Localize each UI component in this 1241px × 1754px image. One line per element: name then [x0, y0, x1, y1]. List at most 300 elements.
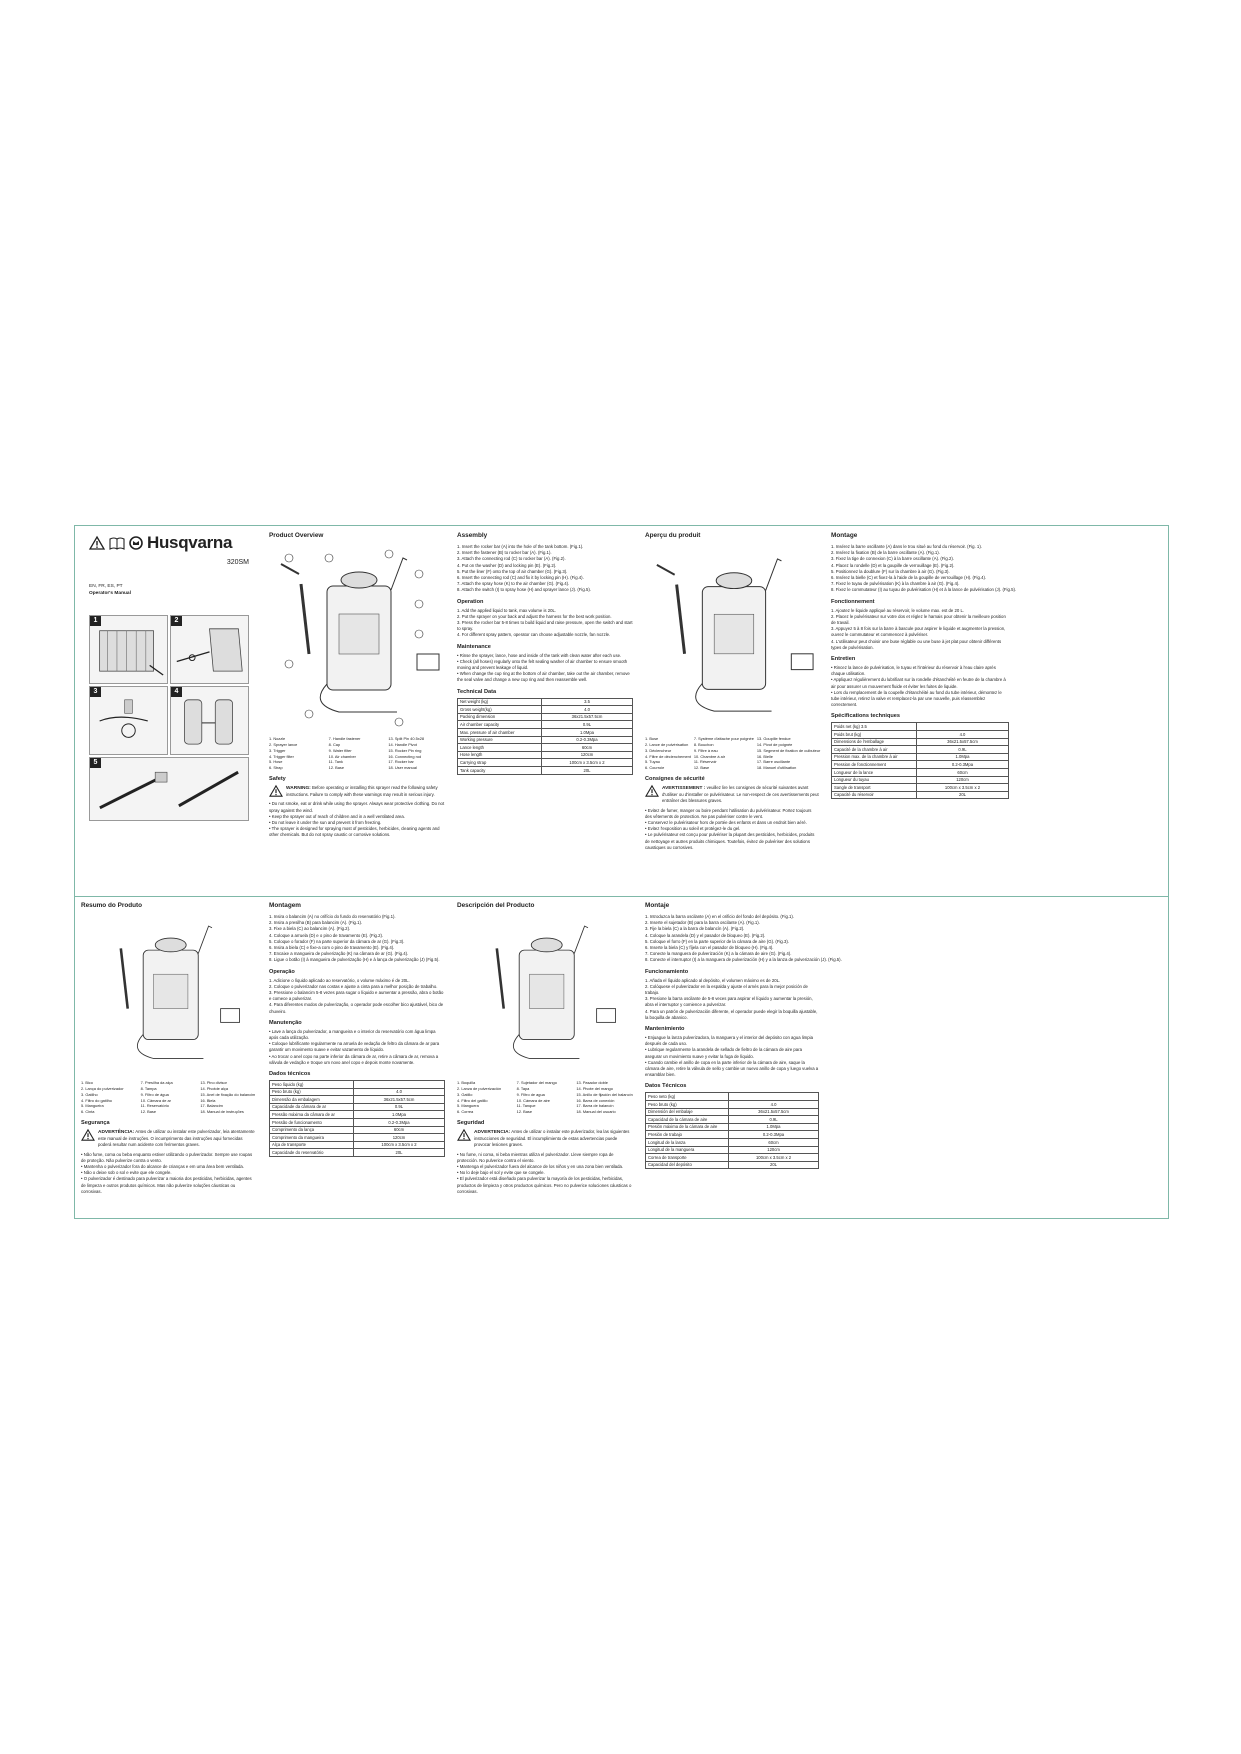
maintenance-item: • Appliquez régulièrement du lubrifiant sur la rondelle d'étanchéité en feutre de la chambre à air pour assurer un mouvement fluide et éviter les fuites de liquide.	[831, 677, 1009, 689]
part-item: 18. Manual de instruções	[200, 1109, 244, 1115]
assembly-step: 6. Insérez la bielle (C) et fixez-la à l'aide de la goupille de verrouillage (H). (Fig.4).	[831, 575, 987, 581]
en-assembly-panel	[451, 526, 639, 896]
table-row	[270, 1134, 445, 1142]
languages	[89, 584, 249, 597]
table-row	[646, 1131, 819, 1139]
husqvarna-crown-icon	[129, 536, 143, 550]
assembly-step: 1. Insert the rocker bar (A) into the hole of the tank bottom. (Fig.1).	[457, 544, 584, 549]
safety-item: • Mantenga el pulverizador fuera del alcance de los niños y en una zona bien ventilada.	[457, 1164, 633, 1170]
manual-book-icon	[109, 536, 125, 550]
part-item: 8. Tapa	[516, 1086, 530, 1091]
part-item: 12. Base	[693, 765, 710, 771]
brand-logo	[89, 532, 249, 552]
spec-label: Tank capacity	[458, 767, 542, 775]
table-row	[646, 1154, 819, 1162]
section-title: Manutenção	[269, 1019, 302, 1026]
assembly-step: 7. Fixez le tuyau de pulvérisation (K) à la chambre à air (G). (Fig.4).	[831, 581, 960, 587]
table-row	[458, 729, 633, 737]
part-item: 18. User manual	[388, 765, 417, 771]
section-title: Maintenance	[457, 643, 491, 650]
cover-panel	[75, 526, 263, 896]
operation-step: 2. Colóquese el pulverizador en la espalda y ajuste el arnés para la mejor posición de trabajo.	[645, 983, 808, 996]
assembly-figures	[89, 615, 249, 821]
part-item: 18. Manual del usuario	[576, 1109, 616, 1115]
assembly-step: 4. Placez la rondelle (D) et la goupille de verrouillage (E). (Fig.2).	[831, 562, 955, 568]
table-row	[832, 723, 1009, 731]
assembly-step: 5. Put the liner (F) onto the top of air chamber (G). (Fig.3).	[457, 568, 568, 574]
section-title: Aperçu du produit	[645, 532, 701, 539]
spec-value: 0.9L	[916, 746, 1008, 754]
part-item: 2. Lance de pulvérisation	[645, 742, 689, 747]
section-title: Seguridad	[457, 1119, 485, 1126]
warning-label: ADVERTENCIA:	[474, 1129, 511, 1135]
section-title: Descripción del Producto	[457, 902, 535, 909]
table-row	[458, 706, 633, 714]
assembly-step: 2. Insira a presilha (B) para balancim (A). (Fig.1).	[269, 920, 363, 926]
fr-assembly-panel	[825, 526, 1015, 896]
part-item: 12. Base	[328, 765, 345, 771]
part-item: 3. Gatillo	[457, 1091, 473, 1097]
spec-label: Peso bruto (kg)	[270, 1088, 354, 1096]
part-item: 15. Anel de fixação do balancim	[200, 1091, 256, 1097]
figure-2	[170, 615, 249, 684]
safety-item: • Do not smoke, eat or drink while using the sprayer. Always wear protective clothing. Do not spray against the wind.	[269, 801, 445, 813]
spec-value: 20L	[542, 767, 633, 775]
spec-value: 36x21.5x57.5cm	[542, 713, 633, 721]
part-item: 5. Tuyau	[645, 759, 660, 765]
figure-4	[170, 686, 249, 755]
spec-value: 4.0	[354, 1088, 445, 1096]
part-item: 18. Manuel d'utilisation	[756, 765, 797, 771]
section-title: Safety	[269, 775, 286, 782]
pt-assembly-panel	[263, 896, 451, 1218]
assembly-step: 7. Encaixe a mangueira de pulverização (K) na câmara de ar (G). (Fig.4).	[269, 951, 409, 957]
section-title: Datos Técnicos	[645, 1083, 687, 1090]
maintenance-item: • Lors du remplacement de la coupelle d'étanchéité au fond du tube intérieur, démontez le tube intérieur, retirez la valve et remplacez-la par une nouvelle, puis réassemblez correctement.	[831, 690, 1009, 709]
part-item: 10. Air chamber	[328, 753, 356, 759]
spec-value: 36x21.5x57.5cm	[916, 738, 1008, 746]
spec-label: Pressão de funcionamento	[270, 1119, 354, 1127]
part-item: 12. Base	[140, 1109, 157, 1115]
spec-label: Comprimento da lança	[270, 1126, 354, 1134]
operation-step: 1. Adicione o líquido aplicado ao reservatório, o volume máximo é de 20L.	[269, 977, 410, 983]
spec-value	[916, 723, 1008, 731]
warning-block	[269, 785, 445, 798]
safety-item: • Não fume, coma ou beba enquanto estiver utilizando o pulverizador. Sempre use roupas de proteção. Não pulverize contra o vento.	[81, 1152, 257, 1164]
part-item: 2. Lança do pulverizador	[81, 1086, 124, 1091]
warning-block	[81, 1129, 257, 1149]
part-item: 6. Cinta	[81, 1109, 95, 1115]
spec-label: Sangle de transport	[832, 784, 917, 792]
safety-item: • Evitez de fumer, manger ou boire pendant l'utilisation du pulvérisateur. Portez toujours des vêtements de protection. Ne pas pulvériser contre le vent.	[645, 808, 819, 820]
section-title: Segurança	[81, 1119, 110, 1126]
spec-value: 20L	[354, 1149, 445, 1157]
assembly-step: 4. Coloque la arandela (D) y el pasador de bloqueo (E). (Fig.2).	[645, 932, 766, 938]
part-item: 1. Boquilla	[457, 1080, 476, 1086]
sprayer-diagram	[457, 914, 633, 1074]
spec-value: 36x21.5x57.5cm	[729, 1108, 819, 1116]
part-item: 8. Tampa	[140, 1086, 157, 1091]
table-row	[646, 1101, 819, 1109]
part-item: 14. Pivot de poignée	[756, 742, 793, 747]
spec-value: 20L	[729, 1161, 819, 1169]
tech-table	[269, 1080, 445, 1157]
spec-label: Capacité de la chambre à air	[832, 746, 917, 754]
spec-value: 60cm	[542, 744, 633, 752]
spec-value	[354, 1081, 445, 1089]
part-item: 11. Tanque	[516, 1103, 536, 1109]
part-item: 4. Filtro del gatillo	[457, 1097, 488, 1103]
spec-value: 100cm x 3.5cm x 2	[916, 784, 1008, 792]
assembly-step: 3. Attach the connecting rod (C) to rocker bar (A). (Fig.2).	[457, 556, 566, 562]
table-row	[458, 698, 633, 706]
spec-label: Packing dimension	[458, 713, 542, 721]
section-title: Entretien	[831, 656, 856, 663]
part-item: 5. Mangueira	[81, 1103, 104, 1109]
spec-label: Air chamber capacity	[458, 721, 542, 729]
tech-table	[457, 698, 633, 775]
table-row	[270, 1096, 445, 1104]
table-row	[458, 721, 633, 729]
assembly-step: 2. Inserte el sujetador (B) para la barra oscilante (A). (Fig.1).	[645, 920, 760, 926]
table-row	[646, 1123, 819, 1131]
safety-item: • Do not leave it under the sun and prevent it from freezing.	[269, 820, 445, 826]
warning-triangle-icon	[89, 536, 105, 550]
safety-item: • O pulverizador é destinado para pulverizar a maioria dos pesticidas, herbicidas, agentes de limpeza e outros produtos químicos. Mas não pulverize soluções cáusticas ou corrosivas.	[81, 1176, 257, 1195]
operation-step: 2. Put the sprayer on your back and adjust the harness for the best work position.	[457, 613, 612, 619]
spec-label: Peso neto (kg)	[646, 1093, 729, 1101]
part-item: 6. Correa	[457, 1109, 474, 1115]
manual-sheet	[74, 525, 1169, 1219]
operation-step: 2. Coloque o pulverizador nas costas e ajuste a cinta para a melhor posição de trabalho.	[269, 983, 438, 989]
spec-value: 0.9L	[354, 1103, 445, 1111]
language-list: EN, FR, ES, PT	[89, 584, 123, 590]
table-row	[832, 761, 1009, 769]
part-item: 10. Câmara de ar	[140, 1097, 171, 1103]
assembly-step: 8. Conecte el interruptor (I) a la manguera de pulverización (H) y a la lanza de pulverización (J). (Fig.5).	[645, 957, 842, 963]
manual-title: Operator's Manual	[89, 590, 131, 596]
part-item: 15. Segment de fixation de culbuteur	[756, 747, 821, 753]
table-row	[458, 759, 633, 767]
spec-label: Lance length	[458, 744, 542, 752]
spec-label: Pressão máxima da câmara de ar	[270, 1111, 354, 1119]
spec-label: Capacidad del depósito	[646, 1161, 729, 1169]
part-item: 11. Réservoir	[693, 759, 717, 765]
spec-value: 1.0Mpa	[354, 1111, 445, 1119]
table-row	[458, 744, 633, 752]
table-row	[646, 1146, 819, 1154]
table-row	[270, 1141, 445, 1149]
table-row	[832, 731, 1009, 739]
figure-number: 3	[90, 687, 101, 697]
assembly-step: 2. Insert the fastener (B) to rocker bar (A). (Fig.1).	[457, 550, 552, 556]
table-row	[458, 751, 633, 759]
figure-number: 1	[90, 616, 101, 626]
spec-value: 4.0	[542, 706, 633, 714]
maintenance-item: • Rincez la lance de pulvérisation, le tuyau et l'intérieur du réservoir à l'eau claire après chaque utilisation.	[831, 665, 1009, 677]
part-item: 1. Buse	[645, 736, 659, 742]
part-item: 17. Rocker bar	[388, 759, 414, 765]
maintenance-item: • Cuando cambie el anillo de copa en la parte inferior de la cámara de aire, saque la cámara de aire, retire la válvula de sello y cambie un nuevo anillo de copa y luego vuelva a ensamblar bien.	[645, 1060, 819, 1079]
operation-step: 3. Presione la barra oscilante de 5-8 veces para aspirar el líquido y aumentar la presión, abra el interruptor y comience a pulverizar.	[645, 996, 813, 1008]
sprayer-diagram	[269, 544, 445, 730]
part-item: 17. Barra de balancín	[576, 1103, 614, 1109]
table-row	[458, 767, 633, 775]
parts-list	[645, 736, 819, 771]
table-row	[646, 1116, 819, 1124]
operation-step: 2. Placez le pulvérisateur sur votre dos et réglez le harnais pour obtenir la meilleure position de travail.	[831, 613, 1006, 626]
section-title: Resumo do Produto	[81, 902, 143, 909]
warning-block	[457, 1129, 633, 1149]
safety-item: • Não o deixe sob o sol e evite que ele congele.	[81, 1170, 257, 1176]
warning-triangle-icon	[269, 785, 283, 797]
spec-value: 1.0Mpa	[916, 753, 1008, 761]
section-title: Funcionamiento	[645, 968, 689, 975]
pt-overview-panel	[75, 896, 263, 1218]
spec-label: Capacidade da câmara de ar	[270, 1103, 354, 1111]
assembly-step: 5. Positionnez la doublure (F) sur la chambre à air (G). (Fig.3).	[831, 568, 950, 574]
warning-label: ADVERTÊNCIA:	[98, 1129, 135, 1135]
section-title: Dados técnicos	[269, 1071, 311, 1078]
warning-text: Antes de utilizar o instalar este pulverizador, lea las siguientes instrucciones de seguridad. El incumplimiento de estas advertencias puede provocar lesiones graves.	[474, 1128, 630, 1148]
spec-label: Peso líquido (kg)	[270, 1081, 354, 1089]
maintenance-item: • Coloque lubrificante regularmente na arruela de vedação de feltro da câmara de ar para garantir um movimento suave e evitar vazamento de líquido.	[269, 1041, 445, 1053]
table-row	[270, 1111, 445, 1119]
table-row	[832, 769, 1009, 777]
assembly-step: 3. Fije la biela (C) a la barra de balancín (A). (Fig.2).	[645, 926, 745, 932]
sprayer-diagram	[81, 914, 257, 1074]
spec-label: Capacité du réservoir	[832, 791, 917, 799]
assembly-step: 8. Ligue o botão (I) à mangueira de pulverização (H) e à lança de pulverização (J) (Fig.5).	[269, 957, 440, 963]
safety-item: • Conservez le pulvérisateur hors de portée des enfants et dans un endroit bien aéré.	[645, 820, 819, 826]
assembly-step: 7. Conecte la manguera de pulverización (K) a la cámara de aire (G). (Fig.4).	[645, 951, 792, 957]
spec-label: Alça de transporte	[270, 1141, 354, 1149]
assembly-step: 1. Insérez la barre oscillante (A) dans le trou situé au fond du réservoir. (Fig. 1).	[831, 544, 982, 549]
spec-value: 60cm	[916, 769, 1008, 777]
part-item: 7. Sujetador del mango	[516, 1080, 557, 1086]
part-item: 4. Filtro do gatilho	[81, 1097, 112, 1103]
part-item: 9. Filtro de água	[140, 1091, 169, 1097]
spec-label: Longueur de la lance	[832, 769, 917, 777]
part-item: 17. Balancim	[200, 1103, 223, 1109]
spec-label: Poids brut (kg)	[832, 731, 917, 739]
assembly-step: 4. Coloque a arruela (D) e o pino de travamento (E). (Fig.2).	[269, 932, 384, 938]
spec-label: Working pressure	[458, 736, 542, 744]
safety-item: • Le pulvérisateur est conçu pour pulvériser la plupart des pesticides, herbicides, produits de nettoyage et autres produits chimiques. Toutefois, évitez de pulvériser des solutions caustiques ou corrosives.	[645, 832, 819, 851]
operation-step: 3. Press the rocker bar 5-8 times to build liquid and raise pressure, open the switch and start to spray.	[457, 620, 633, 632]
spec-label: Capacidade do reservatório	[270, 1149, 354, 1157]
part-item: 2. Lanza de pulverización	[457, 1086, 502, 1091]
spec-label: Pression max. de la chambre à air	[832, 753, 917, 761]
safety-item: • No lo deje bajo el sol y evite que se congele.	[457, 1170, 633, 1176]
spec-value: 100cm x 3.5cm x 2	[542, 759, 633, 767]
operation-step: 4. L'utilisateur peut choisir une buse réglable ou une buse à jet plat pour obtenir différents types de pulvérisation.	[831, 638, 1002, 650]
maintenance-item: • Check (all hoses) regularly onto the felt sealing washer of air chamber to ensure smooth moving and prevent leakage of liquid.	[457, 659, 633, 671]
assembly-step: 7. Attach the spray hose (K) to the air chamber (G). (Fig.4).	[457, 581, 570, 587]
spec-label: Gross weight(kg)	[458, 706, 542, 714]
table-row	[270, 1088, 445, 1096]
part-item: 9. Water filter	[328, 747, 352, 753]
spec-label: Dimensão da embalagem	[270, 1096, 354, 1104]
fr-overview-panel	[639, 526, 825, 896]
section-title: Montagem	[269, 902, 301, 909]
spec-label: Carrying strap	[458, 759, 542, 767]
spec-value: 60cm	[354, 1126, 445, 1134]
brand-name: Husqvarna	[147, 532, 233, 552]
warning-triangle-icon	[81, 1129, 95, 1141]
section-title: Assembly	[457, 532, 488, 539]
spec-value: 120cm	[916, 776, 1008, 784]
table-row	[458, 713, 633, 721]
operation-step: 4. Para diferentes modos de pulverização, o operador pode escolher bico ajustável, bico de chuveiro.	[269, 1002, 444, 1014]
safety-item: • Mantenha o pulverizador fora do alcance de crianças e em uma área bem ventilada.	[81, 1164, 257, 1170]
part-item: 7. Handle fastener	[328, 736, 361, 742]
part-item: 5. Hose	[269, 759, 283, 765]
assembly-step: 6. Inserte la biela (C) y fíjela con el pasador de bloqueo (H). (Fig.4).	[645, 945, 774, 951]
spec-label: Capacidad de la cámara de aire	[646, 1116, 729, 1124]
part-item: 11. Tank	[328, 759, 344, 765]
part-item: 17. Barre oscillante	[756, 759, 791, 765]
part-item: 3. Déclencheur	[645, 747, 672, 753]
assembly-step: 3. Fixez la tige de connexion (C) à la barre oscillante (A). (Fig.2).	[831, 556, 954, 562]
spec-value: 120cm	[729, 1146, 819, 1154]
assembly-step: 6. Insert the connecting rod (C) and fix it by locking pin (H). (Fig.4).	[457, 575, 584, 581]
table-row	[646, 1139, 819, 1147]
spec-value: 36x21.5x57.5cm	[354, 1096, 445, 1104]
operation-step: 1. Añada el líquido aplicado al depósito, el volumen máximo es de 20L.	[645, 977, 781, 983]
warning-label: AVERTISSEMENT :	[662, 785, 706, 791]
assembly-step: 4. Put on the washer (D) and locking pin (E). (Fig.2).	[457, 562, 557, 568]
part-item: 8. Cap	[328, 742, 341, 747]
spec-label: Longitud de la lanza	[646, 1139, 729, 1147]
table-row	[832, 753, 1009, 761]
section-title: Consignes de sécurité	[645, 775, 705, 782]
warning-text: veuillez lire les consignes de sécurité suivantes avant d'utiliser ou d'installer ce pulvérisateur. Le non-respect de ces avertissements peut entraîner des blessures graves.	[662, 784, 819, 804]
spec-label: Hose length	[458, 751, 542, 759]
maintenance-item: • Lave a lança do pulverizador, a mangueira e o interior do reservatório com água limpa após cada utilização.	[269, 1029, 445, 1041]
es-overview-panel	[451, 896, 639, 1218]
spec-value: 100cm x 3.5cm x 2	[354, 1141, 445, 1149]
model-number: 320SM	[226, 559, 249, 566]
assembly-step: 8. Fixez le commutateur (I) au tuyau de pulvérisation (H) et à la lance de pulvérisation (J). (Fig.5).	[831, 587, 1017, 593]
spec-value: 0.9L	[542, 721, 633, 729]
figure-3	[89, 686, 168, 755]
part-item: 13. Pino divisor	[200, 1080, 227, 1086]
section-title: Technical Data	[457, 688, 497, 695]
part-item: 16. Biela	[200, 1097, 216, 1103]
part-item: 10. Cámara de aire	[516, 1097, 550, 1103]
part-item: 16. Barra de conexión	[576, 1097, 615, 1103]
part-item: 1. Bico	[81, 1080, 93, 1086]
part-item: 16. Connecting rod	[388, 753, 422, 759]
part-item: 3. Trigger	[269, 747, 286, 753]
safety-item: • El pulverizador está diseñado para pulverizar la mayoría de los pesticidas, herbicidas, productos de limpieza y otros productos químicos. Pero no pulverice soluciones cáusticas o corrosivas.	[457, 1176, 633, 1195]
figure-number: 5	[90, 758, 101, 768]
part-item: 14. Pivote del mango	[576, 1086, 613, 1091]
sprayer-diagram	[645, 544, 819, 730]
spec-label: Max. pressure of air chamber	[458, 729, 542, 737]
section-title: Mantenimiento	[645, 1026, 685, 1033]
figure-number: 2	[171, 616, 182, 626]
spec-label: Correa de transporte	[646, 1154, 729, 1162]
tech-table	[831, 722, 1009, 799]
spec-label: Pression de fonctionnement	[832, 761, 917, 769]
part-item: 9. Filtro de agua	[516, 1091, 545, 1097]
part-item: 4. Trigger filter	[269, 753, 294, 759]
part-item: 6. Courroie	[645, 765, 665, 771]
assembly-step: 1. Insira o balancim (A) no orifício do fundo do reservatório (Fig.1).	[269, 914, 396, 919]
section-title: Fonctionnement	[831, 598, 875, 605]
maintenance-item: • Enjuague la lanza pulverizadora, la manguera y el interior del depósito con agua limpia después de cada uso.	[645, 1035, 819, 1047]
part-item: 15. Anillo de fijación del balancín	[576, 1091, 633, 1097]
table-row	[646, 1108, 819, 1116]
figure-5	[89, 757, 249, 821]
part-item: 11. Reservatório	[140, 1103, 169, 1109]
tech-table	[645, 1092, 819, 1169]
warning-text: Before operating or installing this sprayer read the following safety instructions. Failure to comply with these warnings may result in serious injury.	[286, 784, 438, 798]
parts-list	[457, 1080, 633, 1115]
part-item: 1. Nozzle	[269, 736, 286, 742]
warning-triangle-icon	[457, 1129, 471, 1141]
safety-item: • No fume, ni coma, ni beba mientras utiliza el pulverizador. Lleve siempre ropa de protección. No pulverice contra el viento.	[457, 1152, 633, 1164]
section-title: Operation	[457, 598, 484, 605]
assembly-step: 5. Coloque el forro (F) en la parte superior de la cámara de aire (G). (Fig.3).	[645, 938, 790, 944]
section-title: Montage	[831, 532, 858, 539]
spec-value: 3.5	[542, 698, 633, 706]
spec-value	[729, 1093, 819, 1101]
maintenance-item: • Lubrique regularmente la arandela de sellado de fieltro de la cámara de aire para asegurar un movimiento suave y evitar la fuga de líquido.	[645, 1047, 819, 1059]
spec-label: Poids net (kg) 3.5	[832, 723, 917, 731]
safety-item: • The sprayer is designed for spraying most of pesticides, herbicides, cleaning agents and other chemicals. But do not spray caustic or corrosive solutions.	[269, 826, 445, 838]
part-item: 6. Strap	[269, 765, 283, 771]
table-row	[270, 1126, 445, 1134]
spec-value: 0.9L	[729, 1116, 819, 1124]
section-title: Spécifications techniques	[831, 713, 901, 720]
spec-value: 120cm	[354, 1134, 445, 1142]
part-item: 15. Rocker Pin ring	[388, 747, 422, 753]
part-item: 10. Chambre à air	[693, 753, 725, 759]
section-title: Product Overview	[269, 532, 324, 539]
warning-label: WARNING:	[286, 785, 311, 791]
assembly-step: 1. Introduzca la barra oscilante (A) en el orificio del fondo del depósito. (Fig.1).	[645, 914, 795, 919]
section-title: Montaje	[645, 902, 670, 909]
spec-label: Peso bruto (kg)	[646, 1101, 729, 1109]
assembly-step: 2. Insérez la fixation (B) de la barre oscillante (A). (Fig.1).	[831, 550, 940, 556]
figure-number: 4	[171, 687, 182, 697]
spec-value: 100cm x 3.5cm x 2	[729, 1154, 819, 1162]
part-item: 3. Gatilho	[81, 1091, 98, 1097]
operation-step: 4. For different spray pattern, operator can choose adjustable nozzle, fan nozzle.	[457, 632, 611, 638]
spec-value: 0.2-0.3Mpa	[542, 736, 633, 744]
spec-label: Presión máxima de la cámara de aire	[646, 1123, 729, 1131]
maintenance-item: • When change the cup ring at the bottom of air chamber, take out the air chamber, remove the seal valve and change a new cup ring and then reassemble well.	[457, 671, 633, 683]
table-row	[270, 1103, 445, 1111]
safety-item: • Evitez l'exposition au soleil et protégez-le du gel.	[645, 826, 819, 832]
spec-value: 1.0Mpa	[729, 1123, 819, 1131]
part-item: 13. Goupille fendue	[756, 736, 791, 742]
table-row	[832, 784, 1009, 792]
part-item: 5. Manguera	[457, 1103, 479, 1109]
spec-value: 4.0	[916, 731, 1008, 739]
assembly-step: 3. Fixe a biela (C) ao balancim (A). (Fig.2).	[269, 926, 351, 932]
spec-label: Dimensión del embalaje	[646, 1108, 729, 1116]
part-item: 7. Système d'attache pour poignée	[693, 736, 754, 742]
assembly-step: 5. Coloque o forador (F) na parte superior da câmara de ar (G). (Fig.3).	[269, 938, 405, 944]
spec-label: Net weight (kg)	[458, 698, 542, 706]
figure-1	[89, 615, 168, 684]
section-title: Operação	[269, 968, 295, 975]
spec-value: 4.0	[729, 1101, 819, 1109]
